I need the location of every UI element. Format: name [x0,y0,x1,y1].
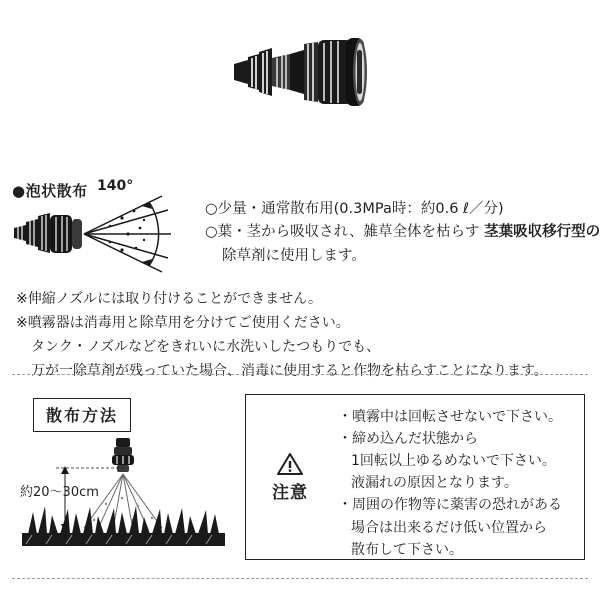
nozzle-top-svg [228,30,372,114]
spray-line-3: 除草剤に使用します。 [222,247,366,264]
caution-item-5: ・周囲の作物等に薬害の恐れがある [338,497,562,514]
caution-item-7: 散布して下さい。 [351,541,463,558]
method-title: 散布方法 [33,398,131,432]
notes-block [16,287,591,383]
caution-item-4: 液漏れの原因となります。 [351,475,518,492]
caution-item-3: 1回転以上ゆるめないで下さい。 [351,453,556,470]
caution-item-6: 場合は出来るだけ低い位置から [351,519,547,536]
caution-items [338,406,578,561]
nozzle-illustration-top [228,30,372,114]
section-spray [0,170,600,290]
caution-item-1: ・噴霧中は回転させないで下さい。 [338,409,562,425]
divider-bottom [12,578,588,579]
caution-item-2: ・締め込んだ状態から [338,431,478,448]
spray-angle-label: 140° [97,178,134,194]
spray-illustration [10,190,195,280]
caution-label-group [246,395,334,559]
note-line-2: ※噴霧器は消毒用と除草用を分けてご使用ください。 [16,315,350,332]
note-line-3: タンク・ノズルなどをきれいに水洗いしたつもりでも、 [31,339,381,356]
section-method [0,386,600,576]
method-illustration [18,434,233,559]
note-line-1: ※伸縮ノズルには取り付けることができません。 [16,291,323,307]
height-dimension-label: 約20〜30cm [20,485,99,500]
spray-heading: ●泡状散布 [12,182,88,200]
spray-description [205,198,600,268]
divider-top [12,374,588,375]
spray-line-1: ○少量・通常散布用(0.3MPa時：約0.6 ℓ／分) [205,201,504,217]
caution-word: 注意 [272,482,308,503]
spray-illustration-svg [10,190,195,280]
warning-triangle-icon [277,452,303,476]
spray-line-2: ○葉・茎から吸収され、雑草全体を枯らす 茎葉吸収移行型の [205,224,600,241]
caution-panel [245,394,585,560]
spray-bold-segment: 茎葉吸収移行型の [484,224,600,241]
method-illustration-svg [18,434,233,559]
note-line-4: 万が一除草剤が残っていた場合、消毒に使用すると作物を枯らすことになります。 [31,363,548,380]
